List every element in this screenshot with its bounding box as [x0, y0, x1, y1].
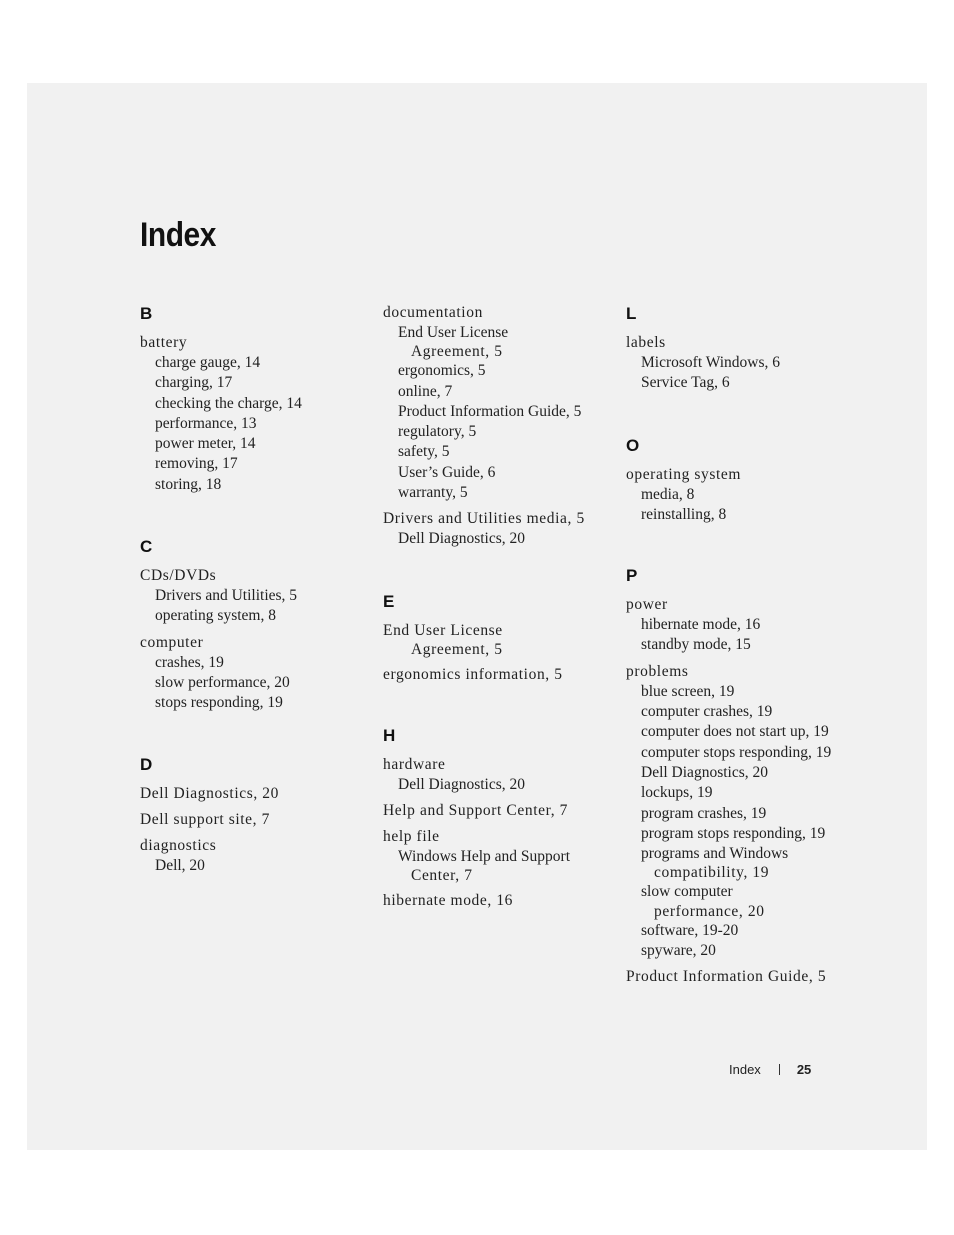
- index-entry: diagnostics: [140, 836, 217, 854]
- index-entry: CDs/DVDs: [140, 567, 217, 585]
- footer-section-label: Index: [729, 1062, 761, 1077]
- index-subentry-continuation: Agreement, 5: [411, 343, 503, 361]
- letter-heading-p: P: [626, 566, 638, 586]
- index-entry: power: [626, 596, 668, 614]
- page-title: Index: [140, 216, 216, 254]
- index-subentry: Service Tag, 6: [641, 374, 730, 392]
- index-entry: operating system: [626, 465, 742, 483]
- index-subentry-continuation: performance, 20: [654, 902, 765, 920]
- index-subentry: computer stops responding, 19: [641, 743, 832, 761]
- index-subentry: standby mode, 15: [641, 636, 751, 654]
- index-subentry: Microsoft Windows, 6: [641, 354, 781, 371]
- index-subentry: Drivers and Utilities, 5: [155, 587, 298, 605]
- index-subentry: charge gauge, 14: [155, 354, 261, 371]
- index-entry-continuation: Agreement, 5: [411, 640, 503, 658]
- index-entry: Dell Diagnostics, 20: [140, 784, 279, 802]
- index-subentry: lockups, 19: [641, 784, 713, 802]
- index-column-3: [626, 300, 866, 987]
- index-subentry: software, 19-20: [641, 921, 739, 939]
- index-entry: labels: [626, 334, 666, 351]
- index-entry: computer: [140, 633, 204, 651]
- index-entry: Help and Support Center, 7: [383, 801, 569, 819]
- index-subentry: online, 7: [398, 382, 453, 400]
- index-subentry: ergonomics, 5: [398, 362, 486, 380]
- index-subentry: spyware, 20: [641, 942, 716, 960]
- index-subentry: reinstalling, 8: [641, 505, 727, 523]
- index-subentry: storing, 18: [155, 475, 222, 493]
- index-subentry: Product Information Guide, 5: [398, 402, 582, 420]
- index-entry: End User License: [383, 621, 503, 639]
- index-subentry: charging, 17: [155, 374, 233, 392]
- index-entry: ergonomics information, 5: [383, 665, 563, 683]
- index-subentry-continuation: compatibility, 19: [654, 864, 770, 882]
- index-subentry: programs and Windows: [641, 845, 789, 863]
- index-subentry: crashes, 19: [155, 653, 224, 671]
- index-subentry: checking the charge, 14: [155, 394, 302, 412]
- index-subentry: Dell Diagnostics, 20: [398, 530, 525, 548]
- index-subentry: blue screen, 19: [641, 682, 735, 700]
- index-subentry: power meter, 14: [155, 435, 256, 453]
- index-entry: Dell support site, 7: [140, 810, 270, 828]
- index-subentry: slow computer: [641, 883, 733, 901]
- letter-heading-e: E: [383, 591, 395, 611]
- index-subentry: hibernate mode, 16: [641, 616, 761, 634]
- index-entry: hibernate mode, 16: [383, 892, 514, 910]
- index-entry: battery: [140, 334, 188, 351]
- index-subentry: warranty, 5: [398, 484, 468, 502]
- index-subentry: program stops responding, 19: [641, 824, 826, 842]
- index-entry: Product Information Guide, 5: [626, 968, 827, 986]
- index-entry: Drivers and Utilities media, 5: [383, 510, 585, 528]
- page-number: 25: [796, 1062, 812, 1077]
- letter-heading-h: H: [383, 725, 396, 745]
- index-subentry: computer crashes, 19: [641, 703, 773, 721]
- index-subentry: safety, 5: [398, 443, 450, 461]
- index-subentry-continuation: Center, 7: [411, 867, 473, 885]
- letter-heading-b: B: [140, 304, 153, 323]
- letter-heading-l: L: [626, 304, 637, 323]
- index-entry: documentation: [383, 304, 483, 321]
- letter-heading-o: O: [626, 435, 640, 455]
- index-entry: problems: [626, 662, 689, 680]
- index-subentry: operating system, 8: [155, 607, 276, 625]
- index-subentry: Dell Diagnostics, 20: [641, 763, 768, 781]
- index-entry: hardware: [383, 755, 446, 773]
- index-column-1: [140, 300, 380, 876]
- index-subentry: Dell Diagnostics, 20: [398, 775, 525, 793]
- index-subentry: removing, 17: [155, 455, 238, 473]
- index-subentry: Windows Help and Support: [398, 847, 571, 865]
- index-subentry: stops responding, 19: [155, 694, 283, 712]
- letter-heading-c: C: [140, 537, 153, 557]
- index-subentry: Dell, 20: [155, 856, 205, 874]
- index-subentry: media, 8: [641, 485, 695, 503]
- letter-heading-d: D: [140, 754, 153, 774]
- index-subentry: End User License: [398, 324, 509, 341]
- index-subentry: performance, 13: [155, 414, 257, 432]
- index-subentry: regulatory, 5: [398, 423, 477, 441]
- footer-divider: [779, 1064, 780, 1075]
- index-entry: help file: [383, 827, 440, 845]
- index-column-2: [383, 300, 623, 911]
- index-subentry: slow performance, 20: [155, 673, 290, 691]
- index-subentry: program crashes, 19: [641, 804, 767, 822]
- index-subentry: User’s Guide, 6: [398, 463, 496, 481]
- page-footer: [729, 1060, 811, 1080]
- index-subentry: computer does not start up, 19: [641, 723, 829, 741]
